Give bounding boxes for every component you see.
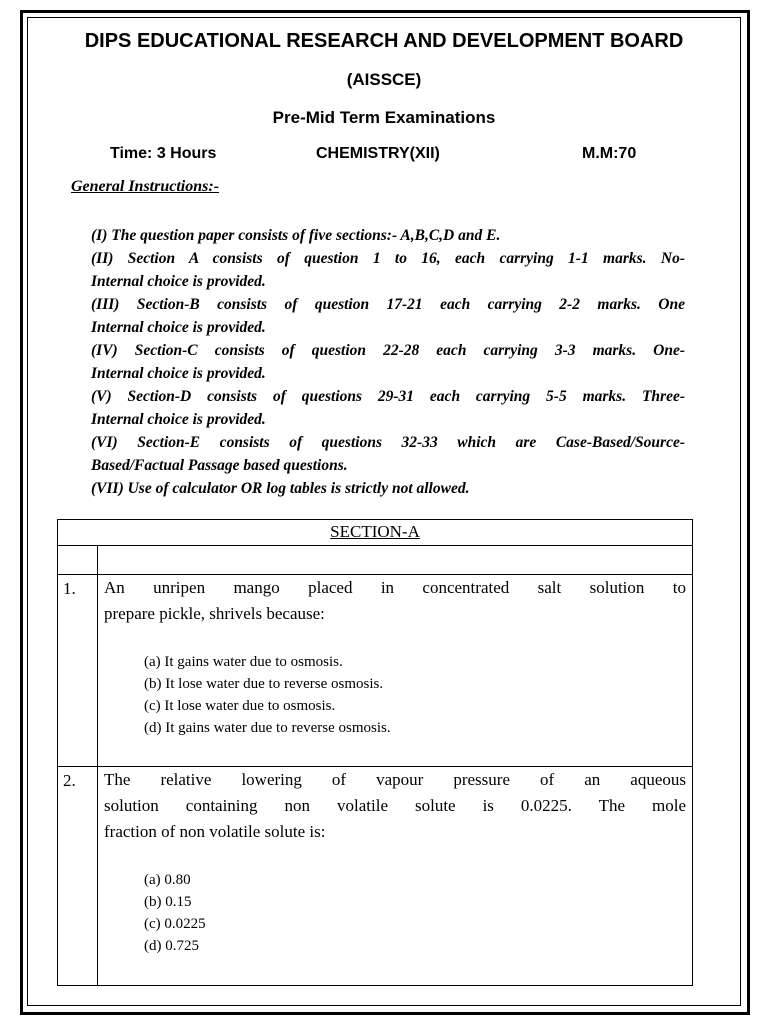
instruction-line: (VII) Use of calculator OR log tables is strictly not allowed. bbox=[91, 480, 470, 497]
question-number: 1. bbox=[58, 575, 98, 767]
question-row bbox=[58, 767, 693, 986]
instruction-line: Based/Factual Passage based questions. bbox=[91, 457, 348, 474]
instruction-line: (V) Section-D consists of questions 29-31 each carrying 5-5 marks. Three- bbox=[91, 388, 685, 405]
question-text-line: prepare pickle, shrivels because: bbox=[104, 604, 325, 623]
exam-subject: CHEMISTRY(XII) bbox=[316, 145, 440, 162]
instruction-line: (VI) Section-E consists of questions 32-33 which are Case-Based/Source- bbox=[91, 434, 685, 451]
instruction-line: Internal choice is provided. bbox=[91, 319, 266, 336]
question-number: 2. bbox=[58, 767, 98, 986]
option-item: (b) 0.15 bbox=[144, 894, 192, 910]
question-body bbox=[98, 575, 693, 767]
instructions-heading: General Instructions:- bbox=[71, 178, 220, 195]
question-row bbox=[58, 575, 693, 767]
option-item: (a) It gains water due to osmosis. bbox=[144, 654, 343, 670]
instruction-line: (IV) Section-C consists of question 22-28 each carrying 3-3 marks. One- bbox=[91, 342, 685, 359]
option-item: (d) It gains water due to reverse osmosis. bbox=[144, 720, 391, 736]
section-heading-cell bbox=[58, 520, 693, 546]
section-title: SECTION-A bbox=[330, 522, 420, 541]
questions-table bbox=[57, 519, 693, 986]
blank-cell bbox=[58, 546, 98, 575]
exam-name: Pre-Mid Term Examinations bbox=[272, 108, 496, 127]
instruction-line: (I) The question paper consists of five sections:- A,B,C,D and E. bbox=[91, 227, 501, 244]
option-item: (a) 0.80 bbox=[144, 872, 191, 888]
question-text-line: The relative lowering of vapour pressure of an aqueous bbox=[104, 770, 686, 789]
exam-code: (AISSCE) bbox=[346, 70, 422, 89]
option-item: (c) 0.0225 bbox=[144, 916, 206, 932]
blank-cell bbox=[98, 546, 693, 575]
instruction-line: Internal choice is provided. bbox=[91, 411, 266, 428]
option-item: (c) It lose water due to osmosis. bbox=[144, 698, 336, 714]
max-marks: M.M:70 bbox=[582, 145, 637, 162]
option-item: (b) It lose water due to reverse osmosis. bbox=[144, 676, 384, 692]
options-list bbox=[104, 651, 686, 739]
instruction-line: (III) Section-B consists of question 17-21 each carrying 2-2 marks. One bbox=[91, 296, 685, 313]
question-text-line: solution containing non volatile solute is 0.0225. The mole bbox=[104, 796, 686, 815]
question-text-line: fraction of non volatile solute is: bbox=[104, 822, 326, 841]
question-body bbox=[98, 767, 693, 986]
instruction-line: Internal choice is provided. bbox=[91, 273, 266, 290]
options-list bbox=[104, 869, 686, 957]
option-item: (d) 0.725 bbox=[144, 938, 199, 954]
instruction-line: (II) Section A consists of question 1 to 16, each carrying 1-1 marks. No- bbox=[91, 250, 685, 267]
instructions-list bbox=[91, 224, 685, 500]
exam-time: Time: 3 Hours bbox=[110, 145, 217, 162]
question-text-line: An unripen mango placed in concentrated salt solution to bbox=[104, 578, 686, 597]
instruction-line: Internal choice is provided. bbox=[91, 365, 266, 382]
board-title: DIPS EDUCATIONAL RESEARCH AND DEVELOPMENT BOARD bbox=[84, 30, 684, 52]
